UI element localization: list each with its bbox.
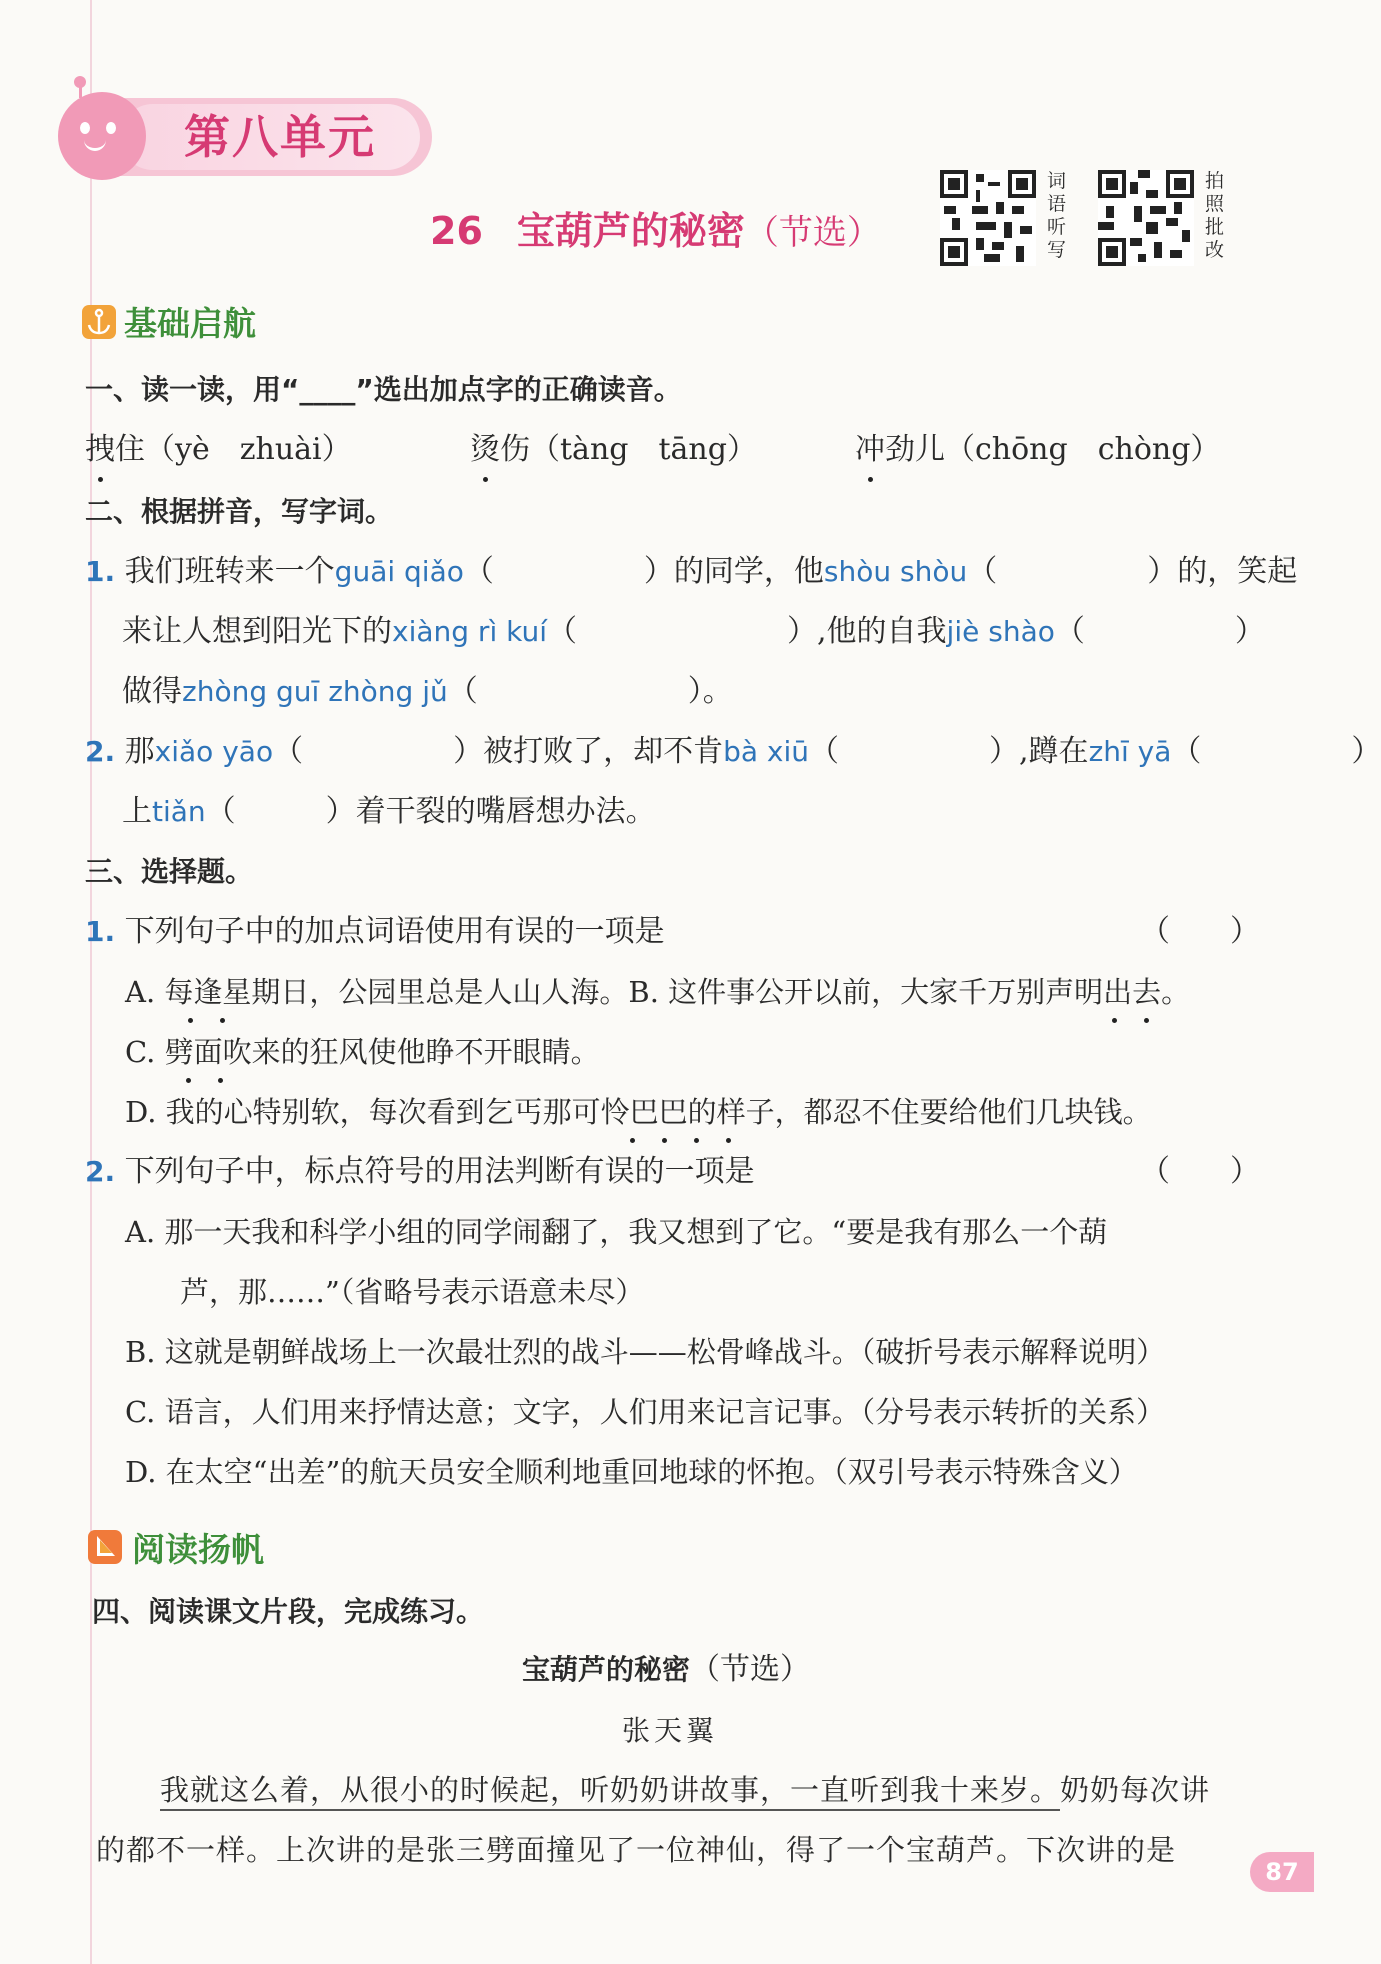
answer-paren[interactable]: （ ） <box>1140 914 1260 949</box>
answer-blank[interactable]: （ ） <box>1171 734 1381 769</box>
answer-blank[interactable]: （ ）。 <box>447 674 733 709</box>
qr-label-photo-grading: 拍照批改 <box>1205 170 1225 261</box>
qr-label-dictation: 词语听写 <box>1047 170 1067 261</box>
text: 下列句子中，标点符号的用法判断有误的一项是 <box>124 1154 755 1189</box>
q2-line-5 <box>122 792 656 832</box>
q4-title: 四、阅读课文片段，完成练习。 <box>92 1595 485 1628</box>
mascot-left-eye <box>80 122 90 134</box>
q1-item-text[interactable]: 拽住（yè zhuài） <box>85 432 352 467</box>
passage-line-2: 的都不一样。上次讲的是张三劈面撞见了一位神仙，得了一个宝葫芦。下次讲的是 <box>96 1833 1177 1867</box>
answer-paren[interactable]: （ ） <box>1140 1154 1260 1189</box>
emphasis-dot <box>220 1018 225 1023</box>
q2-line-3 <box>122 672 733 712</box>
mascot-right-eye <box>106 122 116 134</box>
pinyin: xiǎo yāo <box>154 735 274 768</box>
answer-blank[interactable]: （ ）的同学，他 <box>463 554 824 589</box>
emphasis-dot <box>98 477 103 482</box>
text: 我们班转来一个 <box>124 554 335 589</box>
emphasis-dot <box>868 477 873 482</box>
q3-1-option-c[interactable]: C. 劈面吹来的狂风使他睁不开眼睛。 <box>125 1035 600 1069</box>
lesson-number: 26 <box>430 209 483 253</box>
q3-2-option-b[interactable]: B. 这就是朝鲜战场上一次最壮烈的战斗——松骨峰战斗。（破折号表示解释说明） <box>125 1335 1166 1369</box>
q3-2-option-c[interactable]: C. 语言，人们用来抒情达意；文字，人们用来记言记事。（分号表示转折的关系） <box>125 1395 1166 1429</box>
text: 奶奶每次讲 <box>1060 1773 1211 1807</box>
q2-title: 二、根据拼音，写字词。 <box>85 495 394 528</box>
q3-1-option-d[interactable]: D. 我的心特别软，每次看到乞丐那可怜巴巴的样子，都忍不住要给他们几块钱。 <box>125 1095 1152 1129</box>
qr-code-dictation[interactable] <box>940 170 1036 266</box>
q3-title: 三、选择题。 <box>85 855 254 888</box>
passage-author: 张天翼 <box>622 1714 719 1747</box>
question-number: 1. <box>85 555 116 588</box>
passage-line-1 <box>160 1770 1210 1810</box>
underlined-sentence: 我就这么着，从很小的时候起，听奶奶讲故事，一直听到我十来岁。 <box>160 1773 1060 1811</box>
anchor-icon <box>82 305 116 339</box>
emphasis-dot <box>694 1138 699 1143</box>
q1-item-2 <box>470 430 757 470</box>
q2-line-1 <box>85 552 1297 592</box>
answer-blank[interactable]: （ ）,他的自我 <box>547 614 947 649</box>
emphasis-dot <box>186 1078 191 1083</box>
pinyin: shòu shòu <box>823 555 968 588</box>
question-number: 1. <box>85 915 116 948</box>
emphasis-dot <box>1144 1018 1149 1023</box>
pinyin: zhī yā <box>1088 735 1172 768</box>
q3-2-stem <box>85 1152 755 1192</box>
passage-subtitle: （节选） <box>690 1652 811 1687</box>
pinyin: jiè shào <box>946 615 1055 648</box>
text: 来让人想到阳光下的 <box>122 614 392 649</box>
answer-blank[interactable]: （ ）,蹲在 <box>809 734 1089 769</box>
margin-line <box>90 0 92 1964</box>
page-number: 87 <box>1250 1852 1314 1892</box>
q1-item-1 <box>85 430 352 470</box>
sail-icon <box>88 1530 122 1564</box>
section-basic-title: 基础启航 <box>124 304 256 343</box>
emphasis-dot <box>630 1138 635 1143</box>
q1-title: 一、读一读，用“____”选出加点字的正确读音。 <box>85 373 682 406</box>
pinyin: xiàng rì kuí <box>392 615 547 648</box>
section-reading-title: 阅读扬帆 <box>132 1530 264 1569</box>
unit-title: 第八单元 <box>184 110 376 164</box>
qr-code-photo-grading[interactable] <box>1098 170 1194 266</box>
q3-2-option-d[interactable]: D. 在太空“出差”的航天员安全顺利地重回地球的怀抱。（双引号表示特殊含义） <box>125 1455 1138 1489</box>
emphasis-dot <box>726 1138 731 1143</box>
question-number: 2. <box>85 1155 116 1188</box>
passage-title-text: 宝葫芦的秘密 <box>522 1653 691 1686</box>
q1-item-text[interactable]: 烫伤（tàng tāng） <box>470 432 757 467</box>
q1-item-text[interactable]: 冲劲儿（chōng chòng） <box>855 432 1221 467</box>
text: 上 <box>122 794 152 829</box>
lesson-subtitle: （节选） <box>744 213 881 253</box>
text: 做得 <box>122 674 182 709</box>
pinyin: zhòng guī zhòng jǔ <box>182 675 448 708</box>
q1-item-3 <box>855 430 1220 470</box>
answer-blank[interactable]: （ ）着干裂的嘴唇想办法。 <box>205 794 656 829</box>
q3-1-stem <box>85 912 665 952</box>
emphasis-dot <box>218 1078 223 1083</box>
answer-blank[interactable]: （ ）的，笑起 <box>967 554 1298 589</box>
emphasis-dot <box>662 1138 667 1143</box>
pinyin: bà xiū <box>723 735 810 768</box>
text: 那 <box>124 734 155 769</box>
q2-line-4 <box>85 732 1381 772</box>
emphasis-dot <box>188 1018 193 1023</box>
text: 下列句子中的加点词语使用有误的一项是 <box>124 914 665 949</box>
q3-2-option-a[interactable]: A. 那一天我和科学小组的同学闹翻了，我又想到了它。“要是我有那么一个葫 <box>125 1215 1108 1249</box>
question-number: 2. <box>85 735 116 768</box>
emphasis-dot <box>483 477 488 482</box>
lesson-title <box>430 205 881 259</box>
passage-title <box>522 1650 810 1690</box>
emphasis-dot <box>1112 1018 1117 1023</box>
pinyin: guāi qiǎo <box>334 555 464 588</box>
mascot-icon <box>58 92 146 180</box>
mascot-antenna <box>74 76 86 88</box>
q3-1-option-ab[interactable]: A. 每逢星期日，公园里总是人山人海。B. 这件事公开以前，大家千万别声明出去。 <box>125 975 1191 1009</box>
answer-blank[interactable]: （ ） <box>1054 614 1265 649</box>
q3-2-option-a-cont: 芦，那……”（省略号表示语意未尽） <box>180 1275 645 1309</box>
lesson-name: 宝葫芦的秘密 <box>516 209 745 253</box>
answer-blank[interactable]: （ ）被打败了，却不肯 <box>273 734 724 769</box>
q2-line-2 <box>122 612 1265 652</box>
pinyin: tiǎn <box>152 795 206 828</box>
